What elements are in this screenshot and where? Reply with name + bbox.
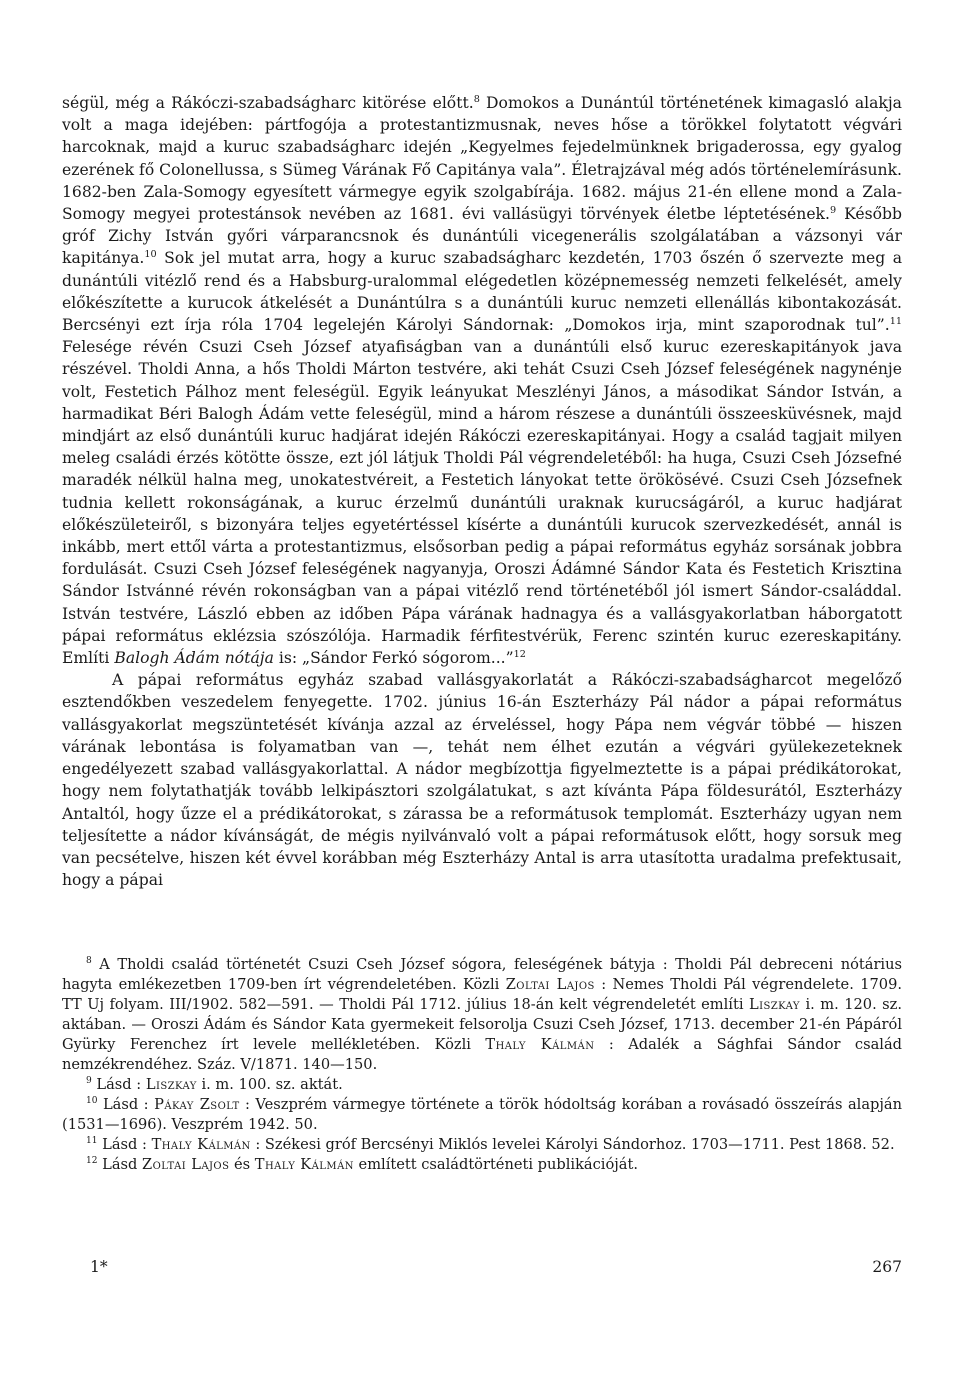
footnotes [62,955,902,1175]
footnote-8: $^8$ A Tholdi család történetét Csuzi Cseh József sógora, feleségének bátyja : Tholdi Pál debreceni nótárius hagyta emlékezetben 1709-ben írt végrendeletében. Közli Zoltai Lajos : Nemes Tholdi Pál végrendelete. 1709. TT Uj folyam. III/1902. 582—591. — Tholdi Pál 1712. július 18-án kelt végrendeletét említi Liszkay i. m. 120. sz. aktában. — Oroszi Ádám és Sándor Kata gyermekeit felsorolja Csuzi Cseh József, 1713. december 21-én Pápáról Gyürky Ferenchez írt levele mellékletében. Közli Thaly Kálmán : Adalék a Sághfai Sándor család nemzékrendéhez. Száz. V/1871. 140—150. [62,956,902,1074]
page-number: 267 [872,1258,902,1276]
paragraph-1: ségül, még a Rákóczi-szabadságharc kitörése előtt.$^8$ Domokos a Dunántúl történetének kimagasló alakja volt a maga idejében: pártfogója a protestantizmusnak, neves hőse a törökkel folytatott végvári harcoknak, majd a kuruc szabadságharc idején „Kegyelmes fejedelmünknek brigaderossa, egy gyalog ezerének fő Colonellussa, s Sümeg Várának Fő Capitánya vala”. Életrajzával még adós történelemírásunk. 1682-ben Zala-Somogy egyesített vármegye egyik szolgabírája. 1682. május 21-én ellene mond a Zala-Somogy megyei protestánsok nevében az 1681. évi vallásügyi törvények életbe léptetésének.$^9$ Később gróf Zichy István győri várparancsnok és dunántúli vicegenerális szolgálatában a vázsonyi vár kapitánya.$^{10}$ Sok jel mutat arra, hogy a kuruc szabadságharc kezdetén, 1703 őszén ő szervezte meg a dunántúli vitézlő rend és a Habsburg-uralommal elégedetlen középnemesség nemzeti felkelését, amely előkészítette a kurucok átkelését a Dunántúlra s a dunántúli kuruc nemzeti ellenállás kibontakozását. Bercsényi ezt írja róla 1704 legelején Károlyi Sándornak: „Domokos irja, mint szaporodnak tul”.$^{11}$ Felesége révén Csuzi Cseh József atyafiságban van a dunántúli első kuruc ezereskapitányok java részével. Tholdi Anna, a hős Tholdi Márton testvére, aki tehát Csuzi Cseh József feleségének nagynénje volt, Festetich Pálhoz ment feleségül. Egyik leányukat Meszlényi János, a másodikat Sándor István, a harmadikat Béri Balogh Ádám vette feleségül, mind a három részese a dunántúli összeesküvésnek, majd mindjárt az első dunántúli kuruc hadjárat idején Rákóczi ezereskapitányai. Hogy a család tagjait milyen meleg családi érzés kötötte össze, ezt jól látjuk Tholdi Pál végrendeletéből: ha huga, Csuzi Cseh Józsefné maradék nélkül halna meg, unokatestvéreit, a Festetich lányokat tette örökösévé. Csuzi Cseh Józsefnek tudnia kellett rokonságának, a kuruc érzelmű dunántúli uraknak kurucságáról, a kuruc hadjárat előkészületeiről, s bizonyára teljes egyetértéssel kísérte a dunántúli kurucok szervezkedését, annál is inkább, mert ettől várta a protestantizmus, elsősorban pedig a pápai református egyház sorsának jobbra fordulását. Csuzi Cseh József feleségének nagyanyja, Oroszi Ádámné Sándor Kata és Festetich Krisztina Sándor Istvánné révén rokonságban van a pápai vitézlő rend történetéből jól ismert Sándor-családdal. István testvére, László ebben az időben Pápa várának hadnagya és a vallásgyakorlatban háborgatott pápai református eklézsia szószólója. Harmadik férfitestvérük, Ferenc szintén kuruc ezereskapitány. Említi Balogh Ádám nótája is: „Sándor Ferkó sógorom...”$^{12}$ [62,93,902,668]
body-text [62,92,902,891]
signature-mark: 1* [90,1258,108,1276]
footnote-12: $^{12}$ Lásd Zoltai Lajos és Thaly Kálmán említett családtörténeti publikációját. [86,1156,638,1174]
page-content [62,92,902,1175]
paragraph-2: A pápai református egyház szabad vallásgyakorlatát a Rákóczi-szabadságharcot megelőző esztendőkben veszedelem fenyegette. 1702. június 16-án Eszterházy Pál nádor a pápai református vallásgyakorlat megszüntetését kívánja azzal az érveléssel, hogy Pápa nem végvár többé — hiszen várának lebontása is folyamatban van —, tehát nem élhet ezután a végvári gyülekezeteknek engedélyezett szabad vallásgyakorlattal. A nádor megbízottja figyelmeztette is a pápai prédikátorokat, hogy nem folytathatják tovább lelkipásztori szolgálatukat, s azt kívánta Pápa földesurától, Eszterházy Antaltól, hogy űzze el a prédikátorokat, s zárassa be a reformátusok templomát. Eszterházy ugyan nem teljesítette a nádor kívánságát, de mégis nyilvánvaló volt a pápai reformátusok előtt, hogy sorsuk meg van pecsételve, hiszen két évvel korábban még Eszterházy Antal is arra utasította uradalma prefektusait, hogy a pápai [62,671,902,890]
footnote-10: $^{10}$ Lásd : Pákay Zsolt : Veszprém vármegye története a török hódoltság korában a rovásadó összeírás alapján (1531—1696). Veszprém 1942. 50. [62,1096,902,1134]
footnote-11: $^{11}$ Lásd : Thaly Kálmán : Székesi gróf Bercsényi Miklós levelei Károlyi Sándorhoz. 1703—1711. Pest 1868. 52. [86,1136,895,1154]
footnote-9: $^9$ Lásd : Liszkay i. m. 100. sz. aktát. [86,1076,343,1094]
page-footer [90,1258,902,1276]
